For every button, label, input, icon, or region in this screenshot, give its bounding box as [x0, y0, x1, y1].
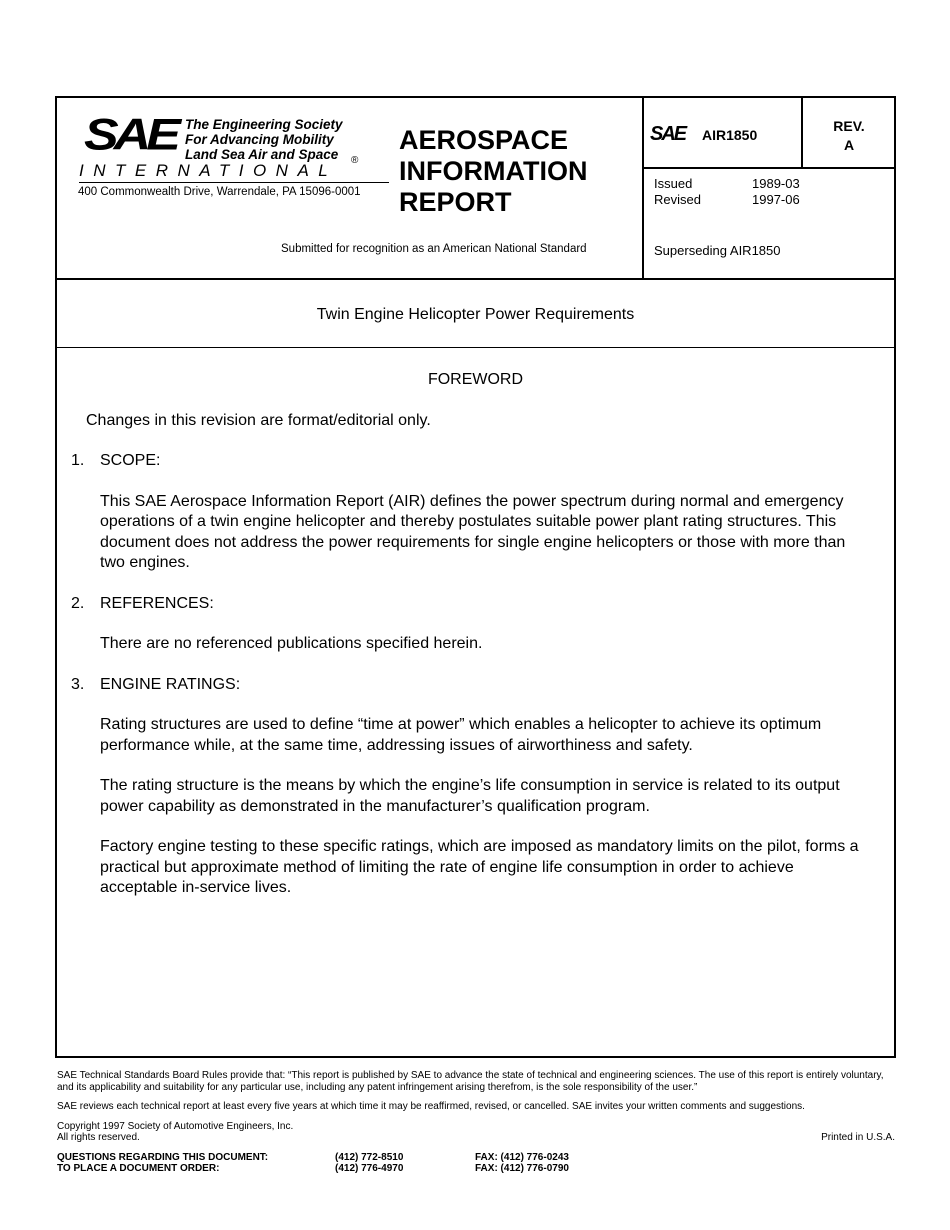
ansi-submission-note: Submitted for recognition as an American National Standard — [281, 243, 587, 255]
logo-underline — [79, 182, 389, 183]
header-bottom-rule — [57, 278, 894, 280]
section-paragraph: The rating structure is the means by which the engine’s life consumption in service is related to its output power capability as demonstrated in the manufacturer’s qualification program. — [100, 777, 840, 815]
sae-small-logo: SAE — [650, 123, 686, 145]
printed-in: Printed in U.S.A. — [821, 1132, 895, 1143]
logo-tagline — [185, 117, 343, 162]
section-paragraph: This SAE Aerospace Information Report (AIR) defines the power spectrum during normal and emergency operations of a twin engine helicopter and thereby postulates suitable power plant rating structures. This document does not address the power requirements for single engine helicopters or those with more than two engines. — [100, 492, 846, 571]
document-type — [399, 125, 587, 218]
section-title: SCOPE: — [100, 452, 161, 469]
review-note: SAE reviews each technical report at least every five years at which time it may be reaffirmed, revised, or cancelled. SAE invites your written comments and suggestions. — [57, 1101, 805, 1112]
document-title: Twin Engine Helicopter Power Requirements — [316, 306, 635, 323]
foreword-heading: FOREWORD — [427, 371, 524, 388]
board-rules-note: SAE Technical Standards Board Rules provide that: “This report is published by SAE to advance the state of technical and engineering sciences. The use of this report is entirely voluntary, and its applicability and suitability for any particular use, including any patent infringement arising therefrom, is the sole responsibility of the user.” — [57, 1070, 884, 1093]
tagline-line: The Engineering Society — [185, 117, 343, 132]
revision-box — [803, 117, 895, 155]
rev-value: A — [843, 137, 855, 153]
contact-phone: (412) 776-4970 — [335, 1163, 404, 1174]
contact-label: TO PLACE A DOCUMENT ORDER: — [57, 1163, 220, 1174]
rights-reserved: All rights reserved. — [57, 1132, 140, 1143]
document-body — [57, 370, 894, 899]
tagline-line: For Advancing Mobility — [185, 132, 334, 147]
registered-mark: ® — [351, 155, 359, 166]
page-footer — [57, 1070, 895, 1175]
doc-type-line: INFORMATION — [399, 156, 588, 186]
rev-label: REV. — [833, 118, 865, 134]
issued-date: 1989-03 — [752, 176, 800, 191]
doc-type-line: AEROSPACE — [399, 125, 569, 155]
contact-fax: FAX: (412) 776-0790 — [475, 1163, 569, 1174]
contact-phone: (412) 772-8510 — [335, 1151, 404, 1163]
title-bottom-rule — [57, 347, 894, 348]
copyright-line: Copyright 1997 Society of Automotive Engineers, Inc. — [57, 1120, 294, 1132]
contact-fax: FAX: (412) 776-0243 — [475, 1151, 569, 1163]
logo-international: INTERNATIONAL — [79, 161, 338, 180]
revised-date: 1997-06 — [752, 192, 800, 207]
foreword-text: Changes in this revision are format/editorial only. — [86, 411, 431, 429]
section-paragraph: There are no referenced publications specified herein. — [100, 635, 483, 652]
sae-logo-mark: SAE — [84, 110, 176, 160]
section-heading — [57, 594, 894, 615]
doc-type-line: REPORT — [399, 187, 512, 217]
section-title: ENGINE RATINGS: — [100, 675, 241, 693]
section-number: 2. — [71, 594, 85, 612]
revised-label: Revised — [654, 192, 701, 207]
tagline-line: Land Sea Air and Space — [185, 147, 339, 162]
sae-address: 400 Commonwealth Drive, Warrendale, PA 15096-0001 — [78, 186, 361, 198]
document-number: AIR1850 — [702, 127, 758, 143]
section-title: REFERENCES: — [100, 594, 214, 612]
issued-label: Issued — [654, 176, 693, 191]
contact-row — [57, 1152, 895, 1164]
rev-bottom-rule — [643, 167, 894, 169]
section-heading — [57, 675, 894, 696]
contact-label: QUESTIONS REGARDING THIS DOCUMENT: — [57, 1151, 269, 1163]
section-paragraph: Rating structures are used to define “time at power” which enables a helicopter to achieve its optimum performance while, at the same time, addressing issues of airworthiness and safety. — [100, 716, 822, 754]
section-heading — [57, 451, 894, 472]
contact-row — [57, 1163, 895, 1175]
section-number: 1. — [71, 452, 85, 469]
section-paragraph: Factory engine testing to these specific ratings, which are imposed as mandatory limits on the pilot, forms a practical but approximate method of limiting the rate of engine life consumption in order to achieve acceptable in-service lives. — [100, 838, 859, 896]
section-number: 3. — [71, 675, 85, 693]
superseding-note: Superseding AIR1850 — [654, 243, 781, 258]
header-divider-vertical — [642, 98, 644, 279]
document-frame — [55, 96, 896, 1058]
